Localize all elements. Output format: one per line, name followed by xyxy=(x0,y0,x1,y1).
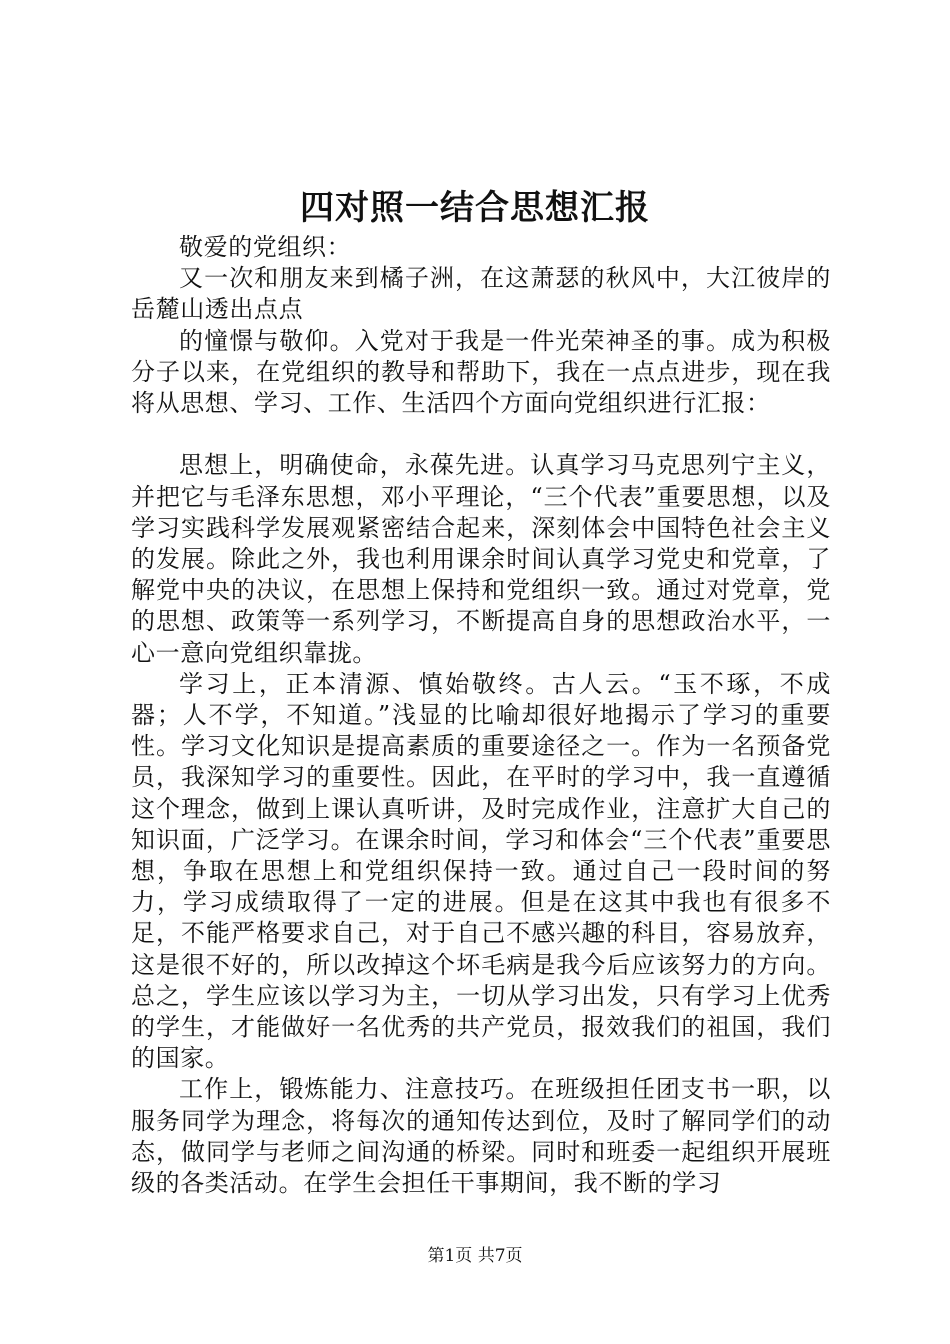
paragraph-work: 工作上，锻炼能力、注意技巧。在班级担任团支书一职，以服务同学为理念，将每次的通知传达到位，及时了解同学们的动态，做同学与老师之间沟通的桥梁。同时和班委一起组织开展班级的各类活动。在学生会担任干事期间，我不断的学习 xyxy=(131,1075,831,1198)
paragraph-intro-2: 的憧憬与敬仰。入党对于我是一件光荣神圣的事。成为积极分子以来，在党组织的教导和帮助下，我在一点点进步，现在我将从思想、学习、工作、生活四个方面向党组织进行汇报： xyxy=(131,326,831,418)
document-title: 四对照一结合思想汇报 xyxy=(300,188,650,228)
salutation: 敬爱的党组织： xyxy=(179,233,352,261)
document-body xyxy=(131,232,831,1199)
page-footer: 第1页 共7页 xyxy=(427,1246,523,1266)
paragraph-intro-1: 又一次和朋友来到橘子洲，在这萧瑟的秋风中，大江彼岸的岳麓山透出点点 xyxy=(131,264,831,324)
paragraph-thought: 思想上，明确使命，永葆先进。认真学习马克思列宁主义，并把它与毛泽东思想，邓小平理论，“三个代表”重要思想，以及学习实践科学发展观紧密结合起来，深刻体会中国特色社会主义的发展。除此之外，我也利用课余时间认真学习党史和党章，了解党中央的决议，在思想上保持和党组织一致。通过对党章，党的思想、政策等一系列学习，不断提高自身的思想政治水平，一心一意向党组织靠拢。 xyxy=(131,451,831,667)
blank-line xyxy=(131,419,831,450)
paragraph-study: 学习上，正本清源、慎始敬终。古人云。“玉不琢，不成器；人不学，不知道。”浅显的比喻却很好地揭示了学习的重要性。学习文化知识是提高素质的重要途径之一。作为一名预备党员，我深知学习的重要性。因此，在平时的学习中，我一直遵循这个理念，做到上课认真听讲，及时完成作业，注意扩大自己的知识面，广泛学习。在课余时间，学习和体会“三个代表”重要思想，争取在思想上和党组织保持一致。通过自己一段时间的努力，学习成绩取得了一定的进展。但是在这其中我也有很多不足，不能严格要求自己，对于自己不感兴趣的科目，容易放弃，这是很不好的，所以改掉这个坏毛病是我今后应该努力的方向。总之，学生应该以学习为主，一切从学习出发，只有学习上优秀的学生，才能做好一名优秀的共产党员，报效我们的祖国，我们的国家。 xyxy=(131,669,831,1073)
